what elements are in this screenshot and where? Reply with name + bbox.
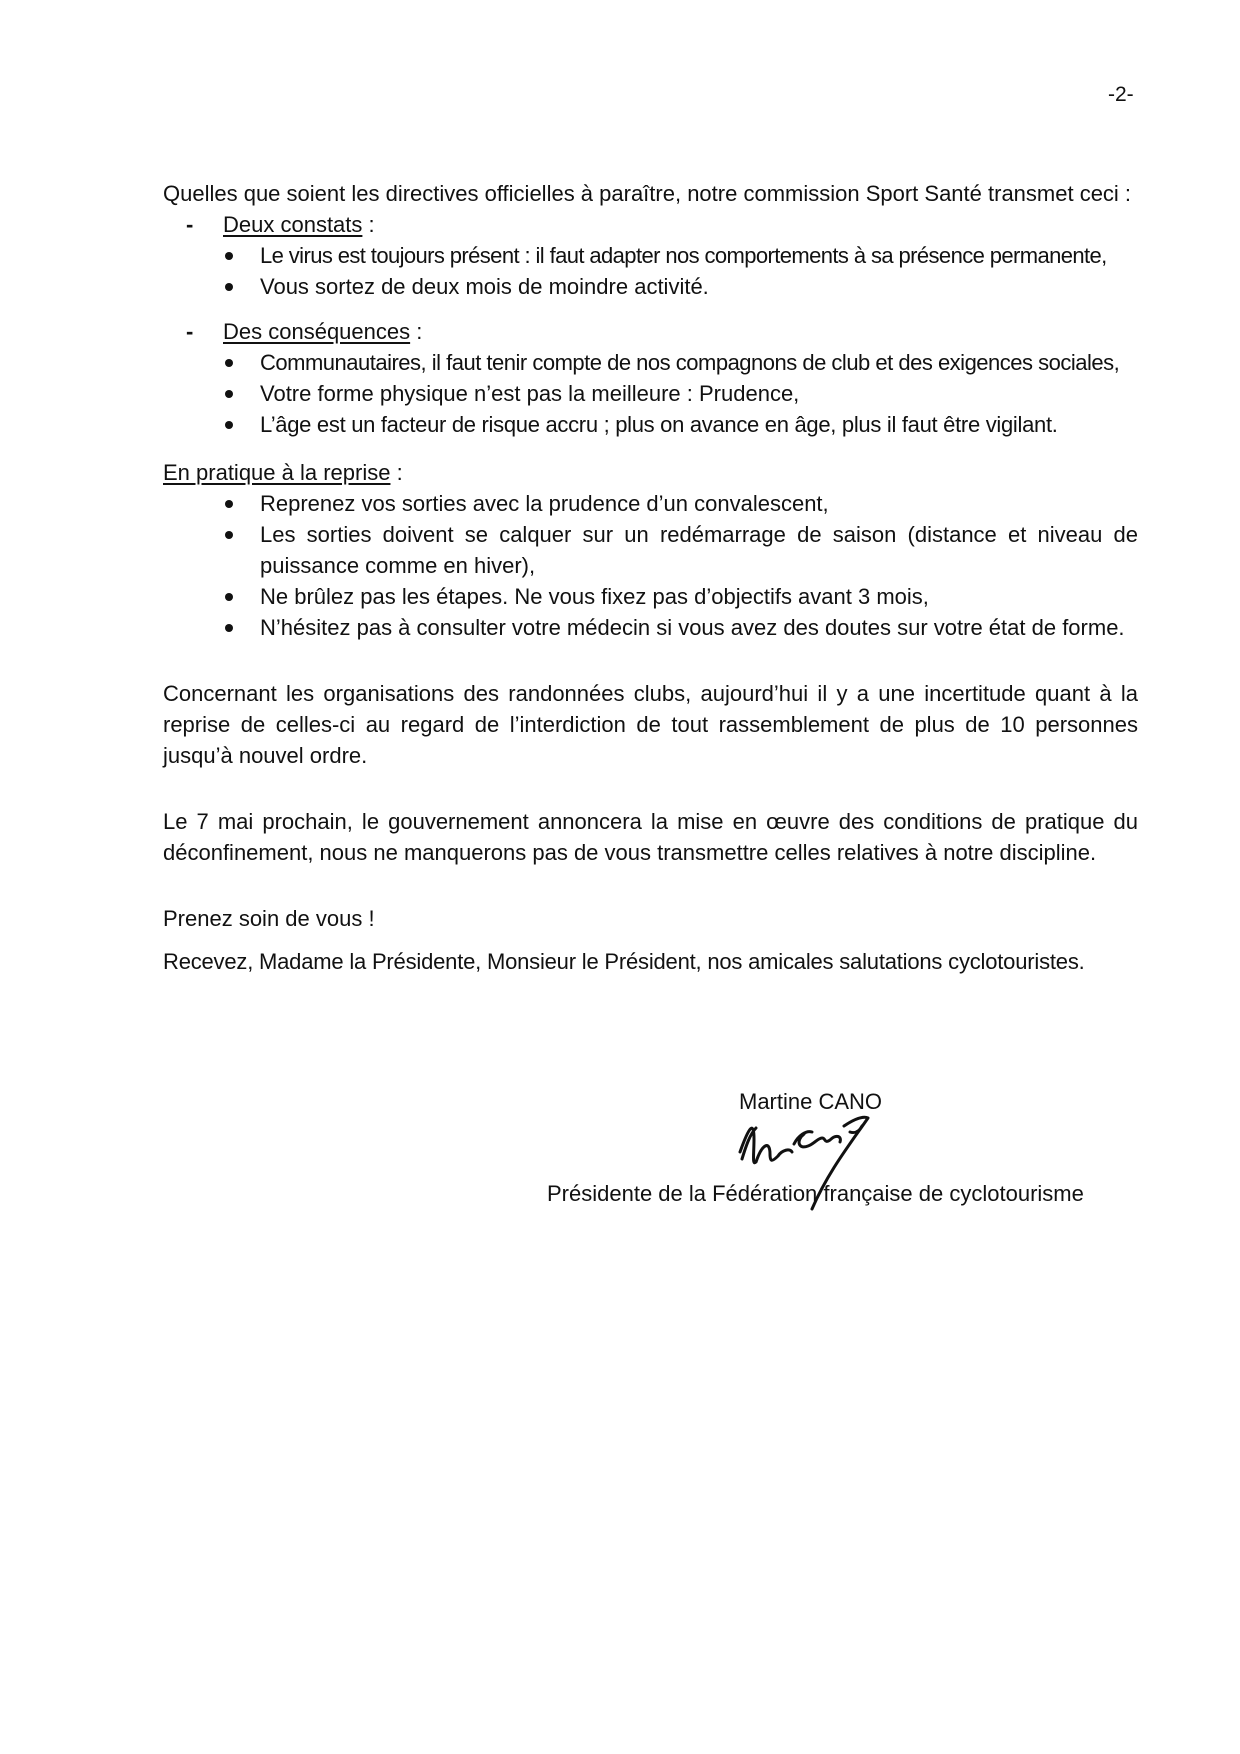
list-item: [260, 271, 1138, 302]
section-constats-title: Deux constats: [223, 212, 363, 237]
list-item-text: Communautaires, il faut tenir compte de nos compagnons de club et des exigences sociales,: [260, 350, 1120, 375]
spacer: [163, 643, 1138, 678]
dash-marker: -: [186, 212, 194, 237]
list-item-text: L’âge est un facteur de risque accru ; plus on avance en âge, plus il faut être vigilant.: [260, 412, 1058, 437]
list-item-text: Les sorties doivent se calquer sur un redémarrage de saison (distance et niveau de puissance comme en hiver),: [260, 522, 1138, 578]
bullet-icon: [225, 531, 233, 539]
intro-paragraph: Quelles que soient les directives officielles à paraître, notre commission Sport Santé transmet ceci :: [163, 181, 1132, 206]
list-item-text: Le virus est toujours présent : il faut adapter nos comportements à sa présence permanente,: [260, 243, 1107, 268]
page-number: -2-: [1108, 83, 1134, 106]
salutations-line: Recevez, Madame la Présidente, Monsieur le Président, nos amicales salutations cyclotouristes.: [163, 949, 1085, 974]
constats-list: [163, 240, 1138, 302]
list-item: [260, 240, 1138, 271]
deconfinement-paragraph: Le 7 mai prochain, le gouvernement annoncera la mise en œuvre des conditions de pratique du déconfinement, nous ne manquerons pas de vous transmettre celles relatives à notre discipline.: [163, 809, 1138, 865]
spacer: [163, 302, 1138, 316]
section-constats-heading: [163, 209, 1138, 240]
bullet-icon: [225, 593, 233, 601]
bullet-icon: [225, 624, 233, 632]
bullet-icon: [225, 500, 233, 508]
section-consequences-title: Des conséquences: [223, 319, 411, 344]
dash-marker: -: [186, 319, 194, 344]
section-constats-suffix: :: [362, 212, 375, 237]
pratique-list: [163, 488, 1138, 643]
signature-block: [547, 1086, 1107, 1216]
section-consequences-heading: [163, 316, 1138, 347]
section-pratique-title: En pratique à la reprise: [163, 460, 391, 485]
bullet-icon: [225, 359, 233, 367]
spacer: [163, 934, 1138, 946]
spacer: [163, 771, 1138, 806]
list-item: [260, 409, 1138, 440]
letter-body: [163, 178, 1138, 977]
bullet-icon: [225, 283, 233, 291]
list-item: [260, 488, 1138, 519]
spacer: [163, 868, 1138, 903]
signatory-title: Présidente de la Fédération française de cyclotourisme: [547, 1181, 1084, 1206]
list-item-text: N’hésitez pas à consulter votre médecin si vous avez des doutes sur votre état de forme.: [260, 615, 1125, 640]
prenez-soin-line: Prenez soin de vous !: [163, 906, 375, 931]
signatory-name: Martine CANO: [739, 1089, 883, 1114]
randonnees-paragraph: Concernant les organisations des randonnées clubs, aujourd’hui il y a une incertitude quant à la reprise de celles-ci au regard de l’interdiction de tout rassemblement de plus de 10 personnes jusqu’à nouvel ordre.: [163, 681, 1138, 768]
bullet-icon: [225, 252, 233, 260]
section-pratique-heading: [163, 457, 1138, 488]
list-item-text: Ne brûlez pas les étapes. Ne vous fixez pas d’objectifs avant 3 mois,: [260, 584, 929, 609]
list-item-text: Reprenez vos sorties avec la prudence d’un convalescent,: [260, 491, 829, 516]
bullet-icon: [225, 421, 233, 429]
list-item: [260, 612, 1138, 643]
bullet-icon: [225, 390, 233, 398]
list-item-text: Vous sortez de deux mois de moindre activité.: [260, 274, 709, 299]
section-pratique-suffix: :: [390, 460, 403, 485]
consequences-list: [163, 347, 1138, 440]
section-consequences-suffix: :: [410, 319, 423, 344]
spacer: [163, 440, 1138, 457]
list-item: [260, 581, 1138, 612]
list-item: [260, 347, 1138, 378]
list-item-text: Votre forme physique n’est pas la meilleure : Prudence,: [260, 381, 800, 406]
list-item: [260, 378, 1138, 409]
list-item: [260, 519, 1138, 581]
